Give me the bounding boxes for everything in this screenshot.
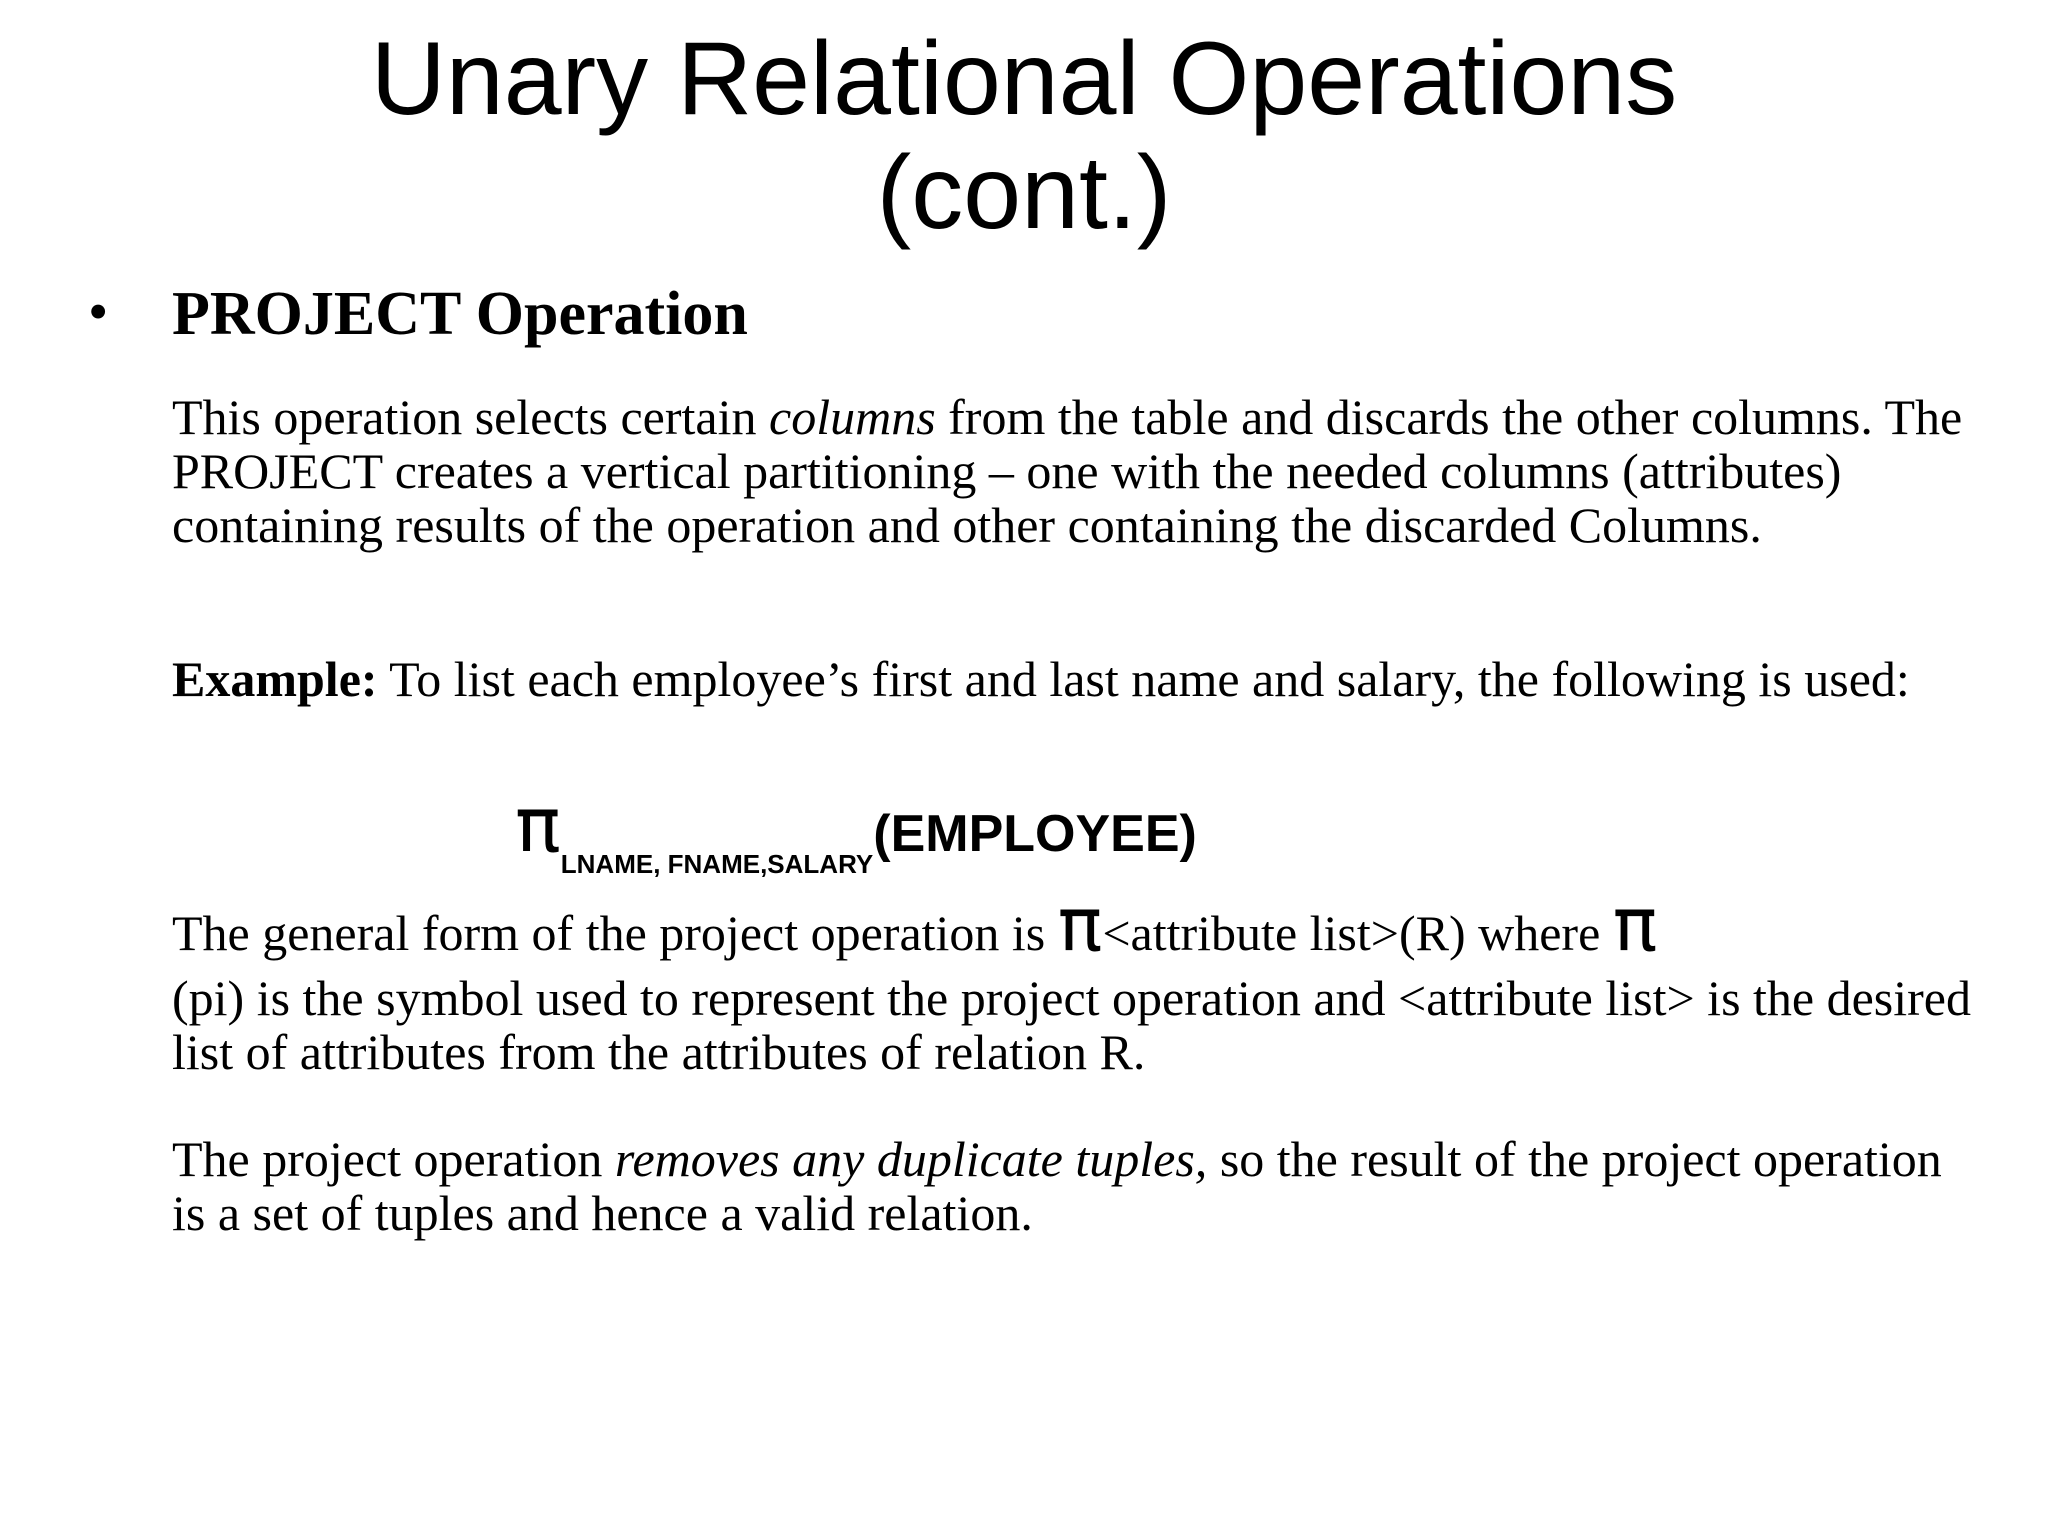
general-form-line-1 xyxy=(172,882,1972,971)
project-formula xyxy=(515,780,1197,879)
formula-argument: (EMPLOYEE) xyxy=(873,805,1197,863)
duplicates-text-start: The project operation xyxy=(172,1131,615,1187)
duplicates-emphasis: removes any duplicate tuples, xyxy=(614,1131,1208,1187)
formula-subscript: LNAME, FNAME,SALARY xyxy=(560,849,874,879)
section-heading: PROJECT Operation xyxy=(172,280,748,348)
definition-emphasis: columns xyxy=(769,389,936,445)
general-form-paragraph xyxy=(172,882,1972,1080)
definition-paragraph xyxy=(172,390,1972,552)
pi-symbol: π xyxy=(515,780,561,869)
general-form-text-start: The general form of the project operation is xyxy=(172,905,1058,961)
example-text: To list each employee’s first and last name and salary, the following is used: xyxy=(377,651,1910,707)
example-paragraph xyxy=(172,652,1972,706)
general-form-text-end: (pi) is the symbol used to represent the project operation and <attribute list> is the desired list of attributes from the attributes of relation R. xyxy=(172,970,1971,1080)
example-label: Example: xyxy=(172,651,378,707)
duplicates-text-end: so the result of the project operation is a set of tuples and hence a valid relation. xyxy=(172,1131,1942,1241)
bullet-marker: • xyxy=(88,279,109,344)
definition-text-start: This operation selects certain xyxy=(172,389,769,445)
definition-text-end: from the table and discards the other columns. The PROJECT creates a vertical partitioning – one with the needed columns (attributes) containing results of the operation and other containing the discarded Columns. xyxy=(172,389,1963,553)
duplicates-paragraph xyxy=(172,1132,1972,1240)
pi-symbol-inline: π xyxy=(1057,882,1103,968)
pi-symbol-inline-2: π xyxy=(1612,882,1658,968)
slide-title xyxy=(0,22,2048,250)
title-line-2: (cont.) xyxy=(876,135,1172,251)
general-form-text-middle: <attribute list>(R) where xyxy=(1102,905,1613,961)
title-line-1: Unary Relational Operations xyxy=(370,21,1678,137)
